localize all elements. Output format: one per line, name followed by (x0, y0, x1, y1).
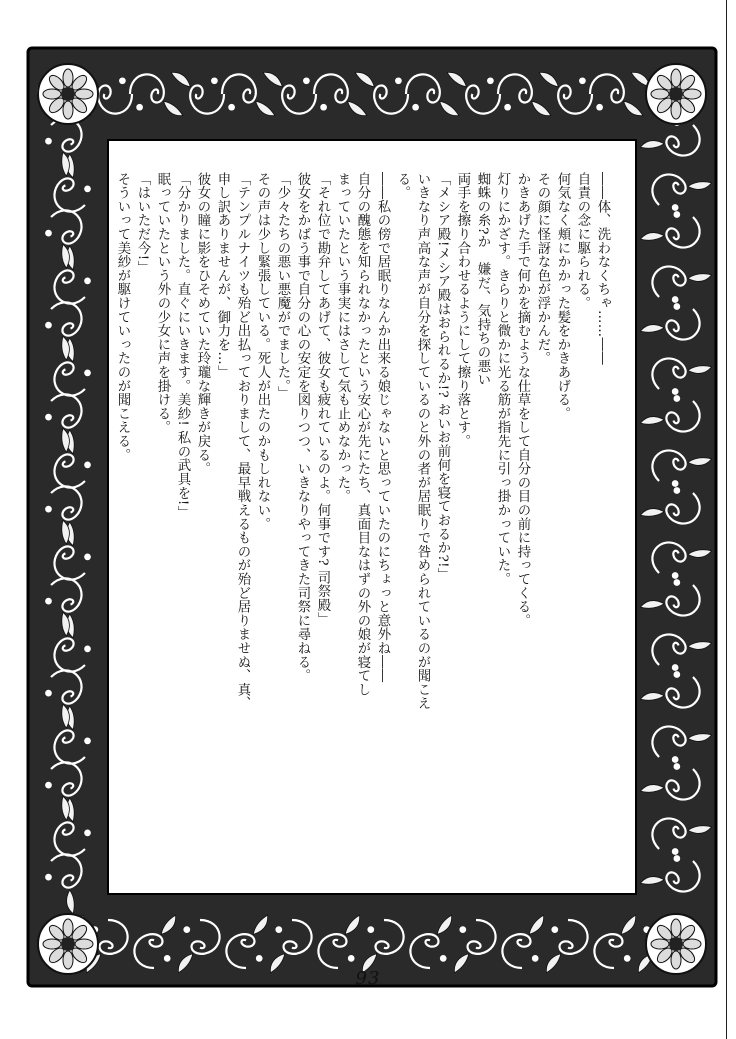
text-column: 「テンプルナイツも殆ど出払っておりまして、最早戦えるものが殆ど居りませぬ、真、 (235, 172, 250, 711)
text-column: まっていたという事実にはさして気も止めなかった。 (335, 172, 350, 504)
text-column: ――私の傍で居眠りなんか出来る娘じゃないと思っていたのにちょっと意外ね―― (375, 172, 390, 683)
text-column: 「はいただ今!」 (135, 172, 150, 275)
text-column: かきあげた手で何かを摘むような仕草をして自分の目の前に持ってくる。 (515, 172, 530, 628)
text-column: 自分の醜態を知られなかったという安心が先にたち、真面目なはずの外の娘が寝てし (355, 172, 370, 697)
page-edge-line (726, 0, 727, 1039)
text-column: 彼女をかばう事で自分の心の安定を図りつつ、いきなりやってきた司祭に尋ねる。 (295, 172, 310, 683)
text-column: ――体、洗わなくちゃ……―― (595, 172, 610, 366)
text-column: る。 (395, 172, 410, 200)
text-column: 灯りにかざす。きらりと微かに光る筋が指先に引っ掛かっていた。 (495, 172, 510, 586)
text-column: 「分かりました。直ぐにいきます。美紗! 私の武具を!」 (175, 172, 190, 520)
text-column: そういって美紗が駆けていったのが聞こえる。 (115, 172, 130, 462)
text-column: いきなり声高な声が自分を探しているのと外の者が居眠りで咎められているのが聞こえ (415, 172, 430, 711)
text-column: 「メシア殿!メシア殿はおられるか!? おいお前何を寝ておるか?!」 (435, 172, 450, 582)
text-column: 自責の念に駆られる。 (575, 172, 590, 310)
text-column: 申し訳ありませんが、御力を…」 (215, 172, 230, 379)
text-column: 眠っていたという外の少女に声を掛ける。 (155, 172, 170, 435)
text-column: 彼女の瞳に影をひそめていた玲瓏な輝きが戻る。 (195, 172, 210, 476)
text-column: その声は少し緊張している。死人が出たのかもしれない。 (255, 172, 270, 531)
text-column: 両手を擦り合わせるようにして擦り落とす。 (455, 172, 470, 448)
text-column: 蜘蛛の糸?か 嫌だ、気持ちの悪い (475, 172, 490, 387)
text-column: 「少々たちの悪い悪魔がでました。」 (275, 172, 290, 400)
text-column: 何気なく頬にかかった髪をかきあげる。 (555, 172, 570, 421)
vertical-text-block (112, 172, 612, 852)
text-column: 「それ位で勘弁してあげて、彼女も疲れているのよ。何事です? 司祭殿」 (315, 172, 330, 626)
text-column: その顔に怪訝な色が浮かんだ。 (535, 172, 550, 366)
page-number: 93 (355, 968, 381, 989)
